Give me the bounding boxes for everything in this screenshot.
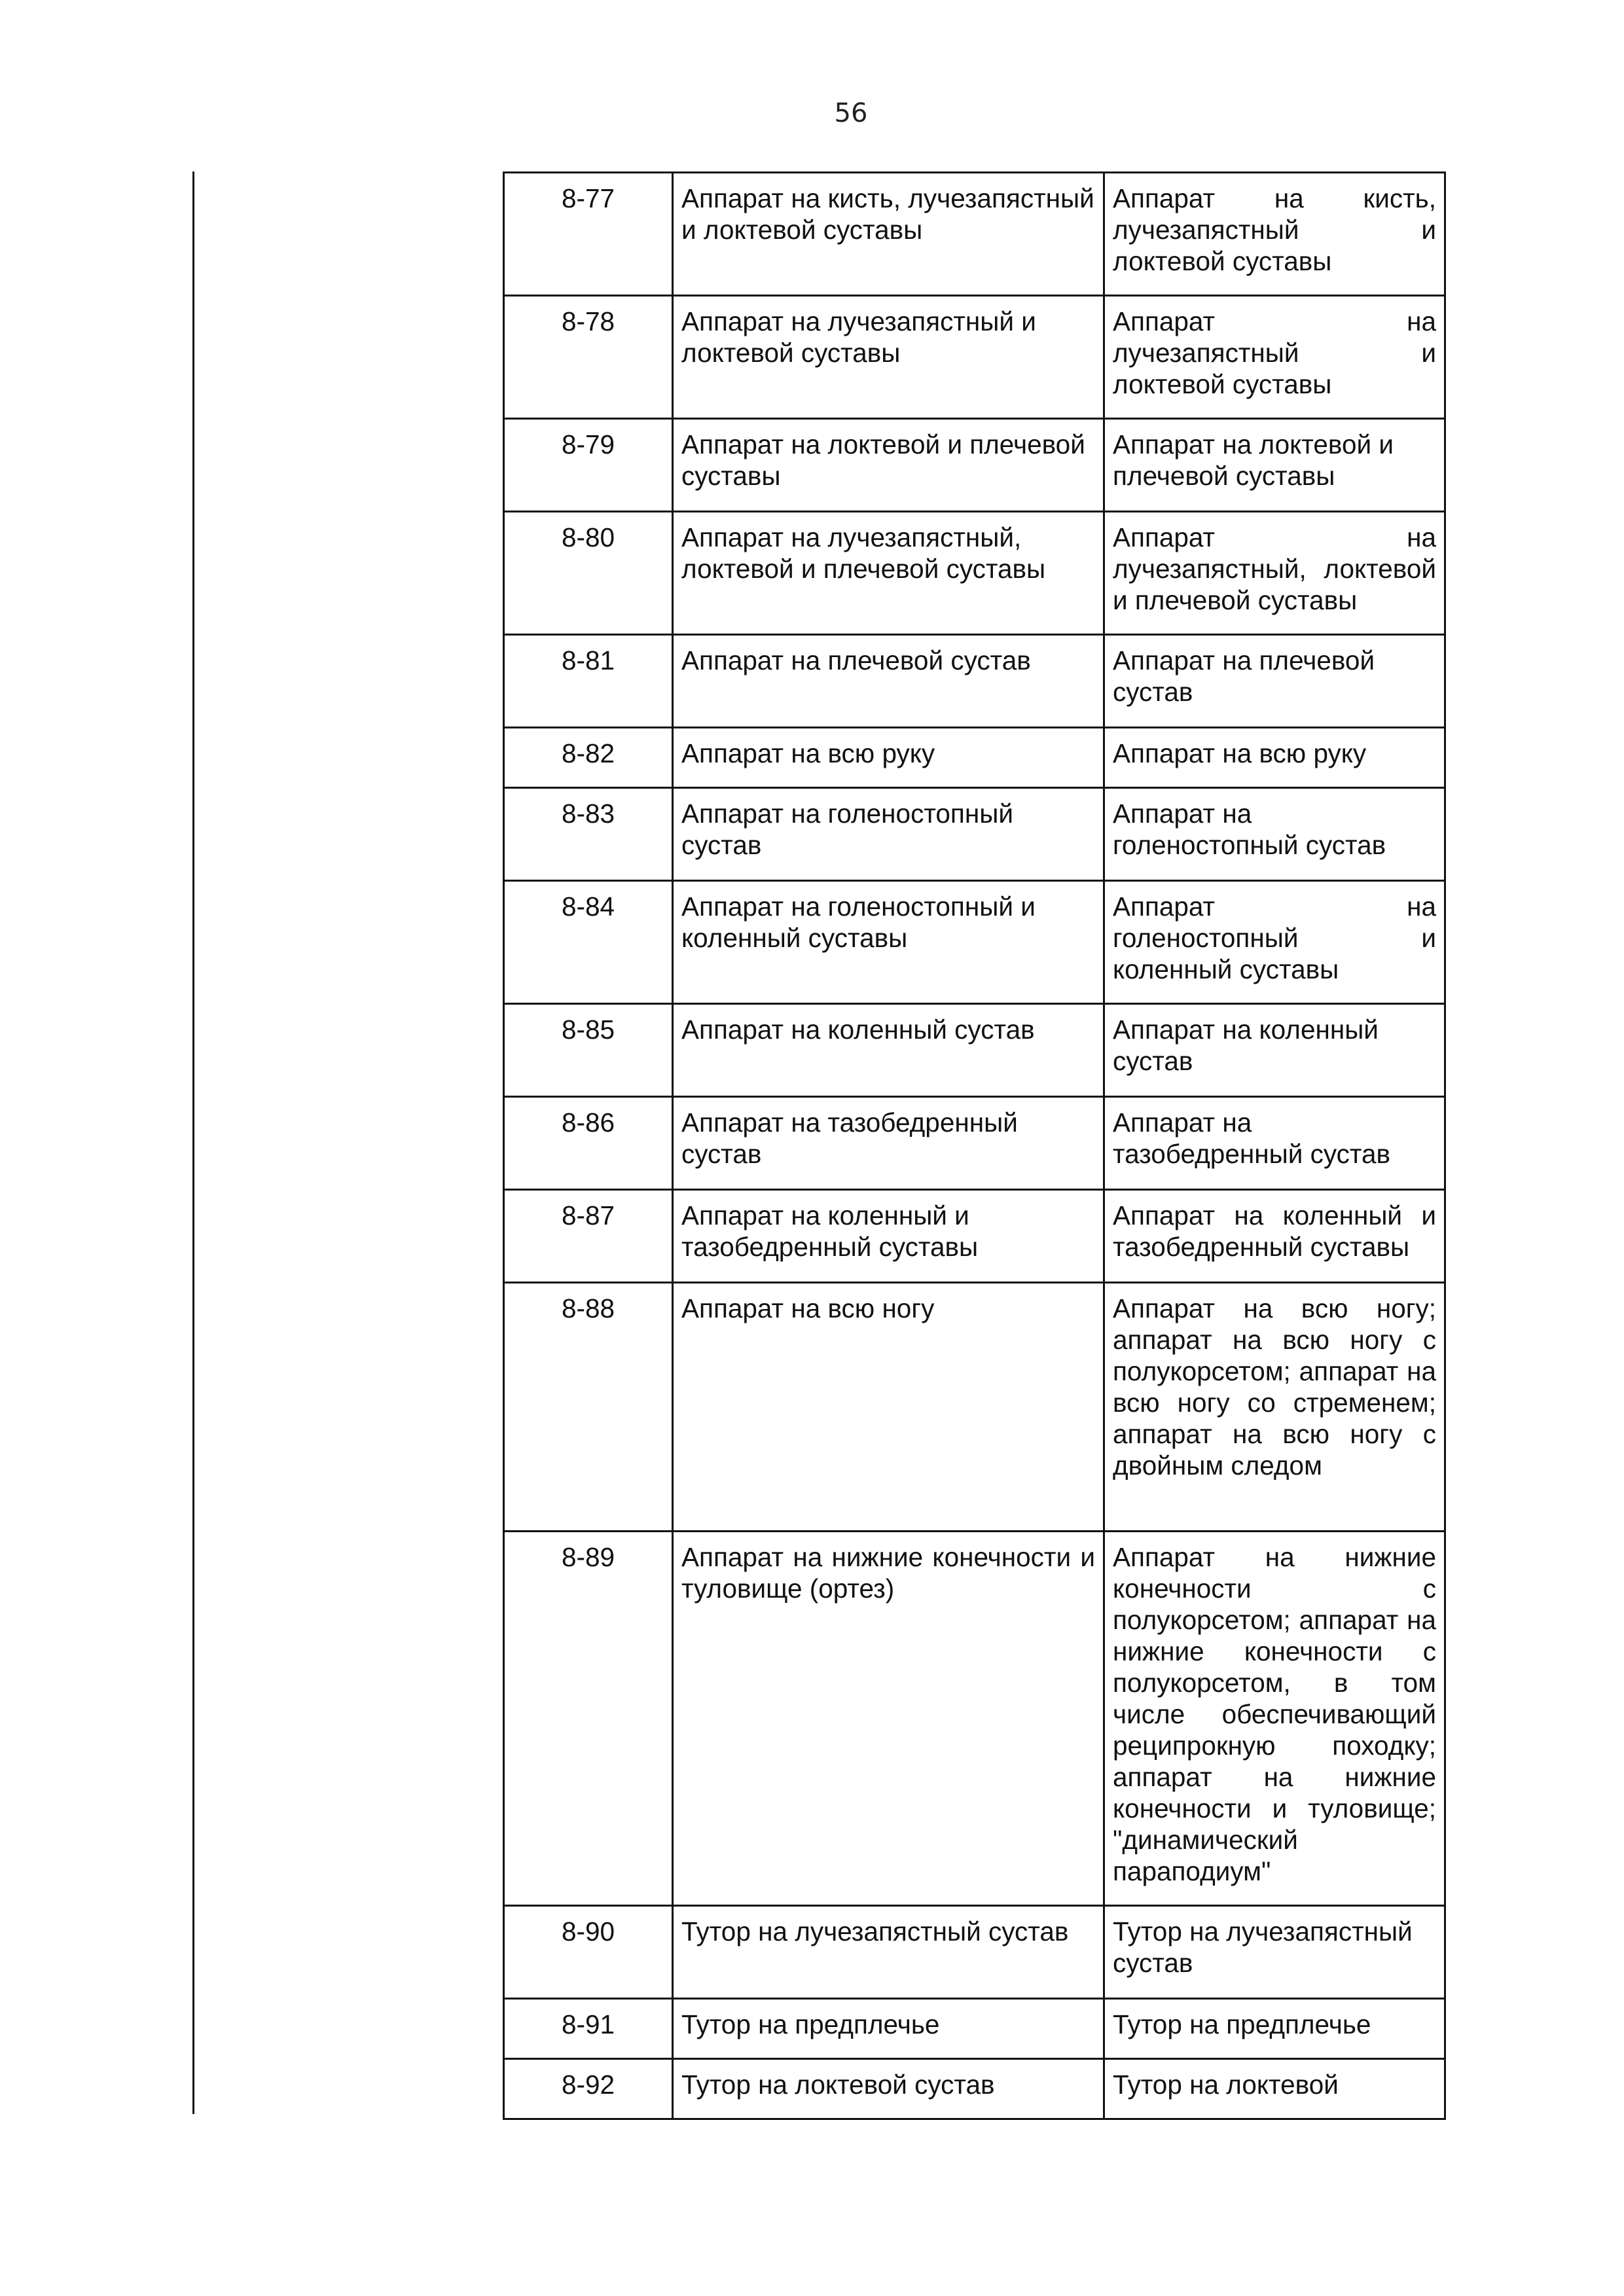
row-description: Аппарат на локтевой и плечевой суставы	[1104, 419, 1445, 512]
table-row	[504, 1097, 1445, 1190]
row-description: Аппарат на тазобедренный сустав	[1104, 1097, 1445, 1190]
row-description: Аппарат на лучезапястный и локтевой суставы	[1104, 296, 1445, 419]
row-name: Тутор на предплечье	[673, 1999, 1104, 2059]
row-description: Аппарат на коленный и тазобедренный суставы	[1104, 1190, 1445, 1283]
page-number: 56	[834, 98, 868, 128]
row-code: 8-88	[504, 1283, 673, 1532]
row-name: Аппарат на коленный сустав	[673, 1004, 1104, 1097]
row-name: Аппарат на голеностопный и коленный суставы	[673, 881, 1104, 1004]
row-name: Аппарат на тазобедренный сустав	[673, 1097, 1104, 1190]
table-row	[504, 728, 1445, 788]
row-description: Аппарат на всю ногу; аппарат на всю ногу с полукорсетом; аппарат на всю ногу со стременем; аппарат на всю ногу с двойным следом	[1104, 1283, 1445, 1532]
row-name: Аппарат на кисть, лучезапястный и локтевой суставы	[673, 173, 1104, 296]
row-code: 8-89	[504, 1532, 673, 1906]
row-code: 8-87	[504, 1190, 673, 1283]
row-code: 8-79	[504, 419, 673, 512]
row-description: Аппарат на голеностопный и коленный суставы	[1104, 881, 1445, 1004]
row-code: 8-86	[504, 1097, 673, 1190]
row-description: Аппарат на коленный сустав	[1104, 1004, 1445, 1097]
row-description: Аппарат на всю руку	[1104, 728, 1445, 788]
row-code: 8-85	[504, 1004, 673, 1097]
row-description: Аппарат на нижние конечности с полукорсетом; аппарат на нижние конечности с полукорсетом, в том числе обеспечивающий реципрокную походку; аппарат на нижние конечности и туловище; "динамический параподиум"	[1104, 1532, 1445, 1906]
table-row	[504, 512, 1445, 635]
table-row	[504, 788, 1445, 881]
row-name: Аппарат на всю ногу	[673, 1283, 1104, 1532]
row-description: Аппарат на плечевой сустав	[1104, 635, 1445, 728]
table-row	[504, 1906, 1445, 1999]
row-description: Аппарат на лучезапястный, локтевой и плечевой суставы	[1104, 512, 1445, 635]
row-name: Тутор на лучезапястный сустав	[673, 1906, 1104, 1999]
row-name: Аппарат на локтевой и плечевой суставы	[673, 419, 1104, 512]
row-code: 8-91	[504, 1999, 673, 2059]
row-name: Аппарат на плечевой сустав	[673, 635, 1104, 728]
row-description: Тутор на предплечье	[1104, 1999, 1445, 2059]
row-code: 8-82	[504, 728, 673, 788]
row-code: 8-90	[504, 1906, 673, 1999]
row-description: Аппарат на кисть, лучезапястный и локтевой суставы	[1104, 173, 1445, 296]
row-name: Аппарат на всю руку	[673, 728, 1104, 788]
row-code: 8-78	[504, 296, 673, 419]
row-name: Аппарат на нижние конечности и туловище (ортез)	[673, 1532, 1104, 1906]
row-code: 8-81	[504, 635, 673, 728]
row-description: Тутор на лучезапястный сустав	[1104, 1906, 1445, 1999]
table-row	[504, 1283, 1445, 1532]
table-row	[504, 1190, 1445, 1283]
products-table	[503, 171, 1446, 2120]
table-row	[504, 635, 1445, 728]
table-row	[504, 881, 1445, 1004]
row-code: 8-84	[504, 881, 673, 1004]
row-name: Аппарат на голеностопный сустав	[673, 788, 1104, 881]
table-row	[504, 173, 1445, 296]
table-row	[504, 1532, 1445, 1906]
row-code: 8-92	[504, 2059, 673, 2119]
table-row	[504, 1999, 1445, 2059]
row-name: Тутор на локтевой сустав	[673, 2059, 1104, 2119]
row-description: Тутор на локтевой	[1104, 2059, 1445, 2119]
row-code: 8-77	[504, 173, 673, 296]
table-row	[504, 419, 1445, 512]
row-code: 8-80	[504, 512, 673, 635]
table-row	[504, 296, 1445, 419]
row-description: Аппарат на голеностопный сустав	[1104, 788, 1445, 881]
row-code: 8-83	[504, 788, 673, 881]
table-row	[504, 1004, 1445, 1097]
margin-rule	[192, 171, 194, 2114]
row-name: Аппарат на лучезапястный, локтевой и плечевой суставы	[673, 512, 1104, 635]
table-row	[504, 2059, 1445, 2119]
row-name: Аппарат на коленный и тазобедренный суставы	[673, 1190, 1104, 1283]
row-name: Аппарат на лучезапястный и локтевой суставы	[673, 296, 1104, 419]
